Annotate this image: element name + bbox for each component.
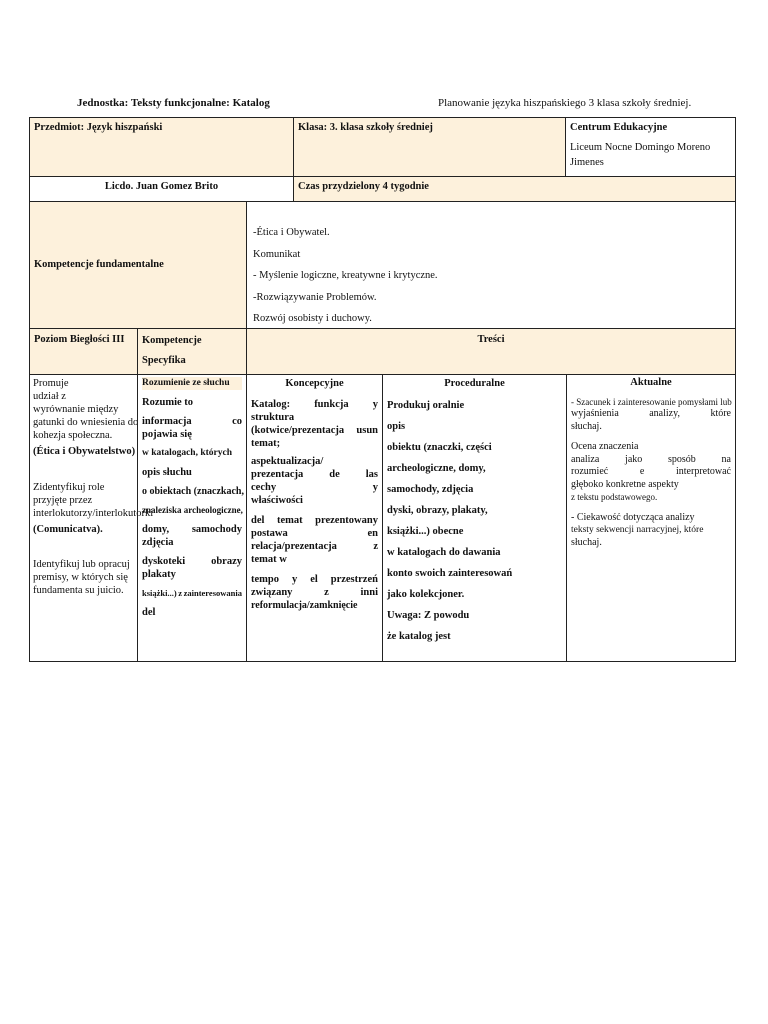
col4-cell	[382, 374, 567, 662]
center-name: Liceum Nocne Domingo Moreno Jimenes	[570, 142, 711, 169]
word: del	[251, 515, 265, 526]
word: temat	[276, 515, 303, 526]
specific-label-1: Kompetencje	[142, 335, 202, 346]
text-line: samochody, zdjęcia	[387, 484, 474, 495]
column-title: Aktualne	[630, 377, 672, 388]
word: analiza	[571, 453, 600, 465]
class-cell	[293, 117, 566, 177]
text-line: udział z	[33, 391, 66, 402]
text-line: struktura	[251, 412, 295, 423]
competences-label-cell	[29, 201, 247, 329]
word: z	[178, 588, 183, 598]
competence-item: -Rozwiązywanie Problemów.	[253, 291, 377, 303]
text-line: Produkuj oralnie	[387, 400, 465, 411]
text-line: znaleziska archeologiczne,	[142, 505, 243, 515]
text-line: opis	[387, 421, 406, 432]
text-line: aspektualizacja/	[251, 456, 324, 467]
text-line: właściwości	[251, 495, 303, 506]
word: jako	[625, 453, 643, 465]
text-line	[251, 481, 378, 494]
text-line	[251, 468, 378, 481]
class-label: Klasa: 3. klasa szkoły średniej	[298, 122, 433, 133]
contents-label: Treści	[477, 334, 505, 345]
text-line: - Ciekawość dotycząca analizy	[571, 511, 695, 523]
word: z	[324, 587, 329, 598]
text-line: przyjęte przez	[33, 495, 93, 506]
word: en	[367, 528, 378, 539]
text-line	[571, 454, 731, 467]
text-line: Uwaga: Z powodu	[387, 610, 470, 621]
text-line: książki...) obecne	[387, 526, 464, 537]
specific-cell	[137, 328, 247, 375]
text-line	[251, 586, 378, 599]
subject-label: Przedmiot: Język hiszpański	[34, 122, 163, 133]
text-line: temat;	[251, 438, 281, 449]
word: informacja	[142, 416, 192, 427]
text-line: (Ética i Obywatelstwo)	[33, 446, 136, 457]
text-line: - Szacunek i zainteresowanie pomysłami lub	[571, 396, 732, 407]
text-line	[142, 415, 242, 428]
word: sposób	[668, 453, 696, 465]
text-line: o obiektach (znaczkach,	[142, 486, 244, 497]
word: prezentacja	[251, 469, 304, 480]
text-line	[571, 408, 731, 421]
word: interpretować	[676, 466, 731, 477]
column-title: Koncepcyjne	[285, 378, 344, 389]
competences-label: Kompetencje fundamentalne	[34, 259, 164, 271]
text-line	[251, 540, 378, 553]
word: funkcja	[314, 399, 349, 410]
word: el	[310, 574, 318, 585]
text-line: Rozumie to	[142, 397, 194, 408]
text-line: opis słuchu	[142, 467, 192, 478]
text-line: temat w	[251, 554, 287, 565]
word: książki...)	[142, 588, 177, 598]
word: obrazy	[211, 556, 242, 567]
word: y	[372, 399, 378, 410]
level-label: Poziom Biegłości III	[34, 334, 125, 345]
word: na	[721, 453, 731, 465]
text-line: z tekstu podstawowego.	[571, 492, 658, 502]
word: (kotwice/prezentacja	[251, 425, 345, 436]
word: zainteresowania	[183, 588, 242, 598]
text-line: interlokutorzy/interlokutorki	[33, 508, 154, 519]
teacher-cell	[29, 176, 294, 202]
text-line	[251, 424, 378, 437]
col3-cell	[246, 374, 383, 662]
competence-item: Komunikat	[253, 248, 301, 260]
word: y	[291, 574, 298, 585]
text-line: Promuje	[33, 378, 69, 389]
text-line: premisy, w których się	[33, 572, 128, 583]
contents-cell	[246, 328, 736, 375]
specific-label-2: Specyfika	[142, 355, 186, 366]
col5-cell	[566, 374, 736, 662]
word: rozumieć	[571, 466, 609, 477]
competence-item: - Myślenie logiczne, kreatywne i krytyczne.	[253, 270, 438, 281]
word: de	[329, 469, 340, 480]
text-line: Rozumienie ze słuchu	[142, 377, 242, 390]
column-title: Proceduralne	[444, 378, 505, 389]
word: dyskoteki	[142, 556, 186, 567]
text-line: w katalogach, których	[142, 448, 232, 458]
word: usun	[356, 425, 378, 436]
time-cell	[293, 176, 736, 202]
word: y	[372, 482, 378, 493]
text-line: zdjęcia	[142, 537, 174, 548]
word: analizy,	[649, 408, 680, 419]
text-line	[142, 555, 242, 568]
center-cell	[565, 117, 736, 177]
text-line: fundamenta su juicio.	[33, 585, 124, 596]
text-line: teksty sekwencji narracyjnej, które	[571, 525, 704, 535]
text-line: jako kolekcjoner.	[387, 589, 465, 600]
text-line: głęboko konkretne aspekty	[571, 478, 679, 490]
subject-cell	[29, 117, 294, 177]
word: z	[373, 541, 378, 552]
text-line	[251, 398, 378, 411]
text-line: obiektu (znaczki, części	[387, 442, 492, 453]
text-line: w katalogach do dawania	[387, 547, 501, 558]
word: inni	[360, 587, 378, 598]
text-line	[251, 573, 378, 586]
text-line	[251, 514, 378, 527]
text-line	[142, 523, 242, 536]
text-line: Ocena znaczenia	[571, 441, 639, 452]
text-line: pojawia się	[142, 429, 192, 440]
competence-item: -Ética i Obywatel.	[253, 227, 330, 238]
unit-title: Jednostka: Teksty funkcjonalne: Katalog	[77, 97, 270, 109]
text-line: słuchaj.	[571, 420, 602, 432]
word: cechy	[251, 482, 277, 493]
center-title: Centrum Edukacyjne	[570, 122, 668, 133]
col2-cell	[137, 374, 247, 662]
word: domy,	[142, 524, 170, 535]
word: tempo	[251, 574, 279, 585]
competences-list-cell	[246, 201, 736, 329]
text-line: Identyfikuj lub opracuj	[33, 559, 130, 570]
level-cell	[29, 328, 138, 375]
word: co	[232, 416, 242, 427]
text-line: dyski, obrazy, plakaty,	[387, 505, 488, 516]
word: samochody	[191, 524, 242, 535]
word: związany	[251, 587, 293, 598]
word: e	[639, 466, 645, 477]
text-line: del	[142, 607, 156, 618]
text-line: Zidentyfikuj role	[33, 482, 105, 493]
text-line: gatunki do wniesienia do	[33, 417, 139, 428]
word: przestrzeń	[330, 574, 378, 585]
word: Katalog:	[251, 399, 291, 410]
word: które	[710, 408, 731, 419]
text-line: (Comunicatva).	[33, 524, 103, 535]
text-line: konto swoich zainteresowań	[387, 568, 513, 579]
text-line: plakaty	[142, 569, 176, 580]
word: las	[365, 469, 378, 480]
text-line	[142, 587, 242, 600]
word: wyjaśnienia	[571, 408, 619, 419]
text-line: kohezja społeczna.	[33, 430, 113, 441]
text-line: reformulacja/zamknięcie	[251, 600, 358, 611]
time-label: Czas przydzielony 4 tygodnie	[298, 181, 429, 192]
text-line: wyrównanie między	[33, 404, 119, 415]
teacher-name: Licdo. Juan Gomez Brito	[104, 181, 219, 192]
text-line	[251, 527, 378, 540]
competence-item: Rozwój osobisty i duchowy.	[253, 313, 372, 324]
text-line: że katalog jest	[387, 631, 451, 642]
text-line: słuchaj.	[571, 536, 602, 548]
text-line: archeologiczne, domy,	[387, 463, 486, 474]
word: postawa	[251, 528, 288, 539]
text-line	[571, 466, 731, 479]
planning-title: Planowanie języka hiszpańskiego 3 klasa szkoły średniej.	[438, 97, 692, 109]
word: relacja/prezentacja	[251, 541, 337, 552]
word: prezentowany	[315, 515, 378, 526]
